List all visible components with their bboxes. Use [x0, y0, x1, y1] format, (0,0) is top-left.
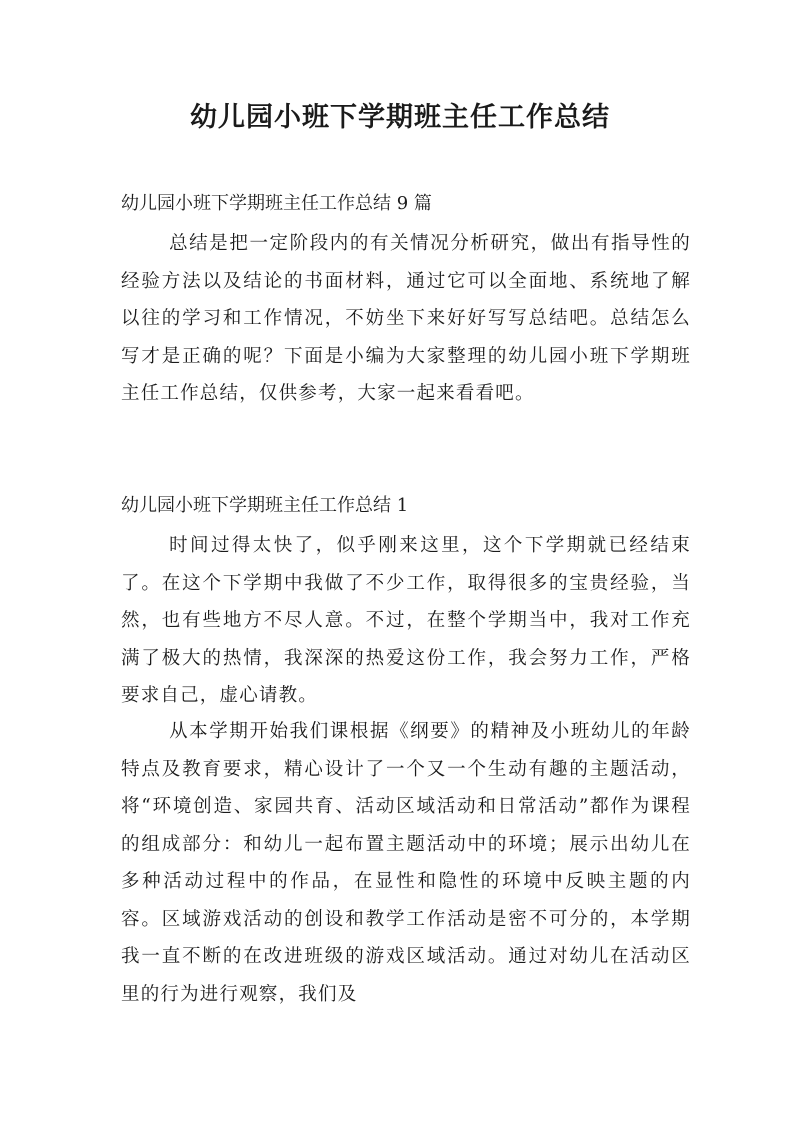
section-1-paragraph-1: 时间过得太快了，似乎刚来这里，这个下学期就已经结束了。在这个下学期中我做了不少工作，取得很多的宝贵经验，当然，也有些地方不尽人意。不过，在整个学期当中，我对工作充满了极大的热情，我深深的热爱这份工作，我会努力工作，严格要求自己，虚心请教。 — [121, 535, 691, 706]
document-title: 幼儿园小班下学期班主任工作总结 — [190, 102, 610, 133]
intro-paragraph: 总结是把一定阶段内的有关情况分析研究，做出有指导性的经验方法以及结论的书面材料，通过它可以全面地、系统地了解以往的学习和工作情况，不妨坐下来好好写写总结吧。总结怎么写才是正确的呢？下面是小编为大家整理的幼儿园小班下学期班主任工作总结，仅供参考，大家一起来看看吧。 — [121, 233, 691, 404]
intro-heading: 幼儿园小班下学期班主任工作总结 9 篇 — [121, 193, 432, 214]
section-1-paragraph-2: 从本学期开始我们课根据《纲要》的精神及小班幼儿的年龄特点及教育要求，精心设计了一个又一个生动有趣的主题活动，将“环境创造、家园共育、活动区域活动和日常活动”都作为课程的组成部分：和幼儿一起布置主题活动中的环境；展示出幼儿在多种活动过程中的作品，在显性和隐性的环境中反映主题的内容。区域游戏活动的创设和教学工作活动是密不可分的，本学期我一直不断的在改进班级的游戏区域活动。通过对幼儿在活动区里的行为进行观察，我们及 — [121, 721, 691, 1005]
section-1-heading: 幼儿园小班下学期班主任工作总结 1 — [121, 495, 409, 516]
